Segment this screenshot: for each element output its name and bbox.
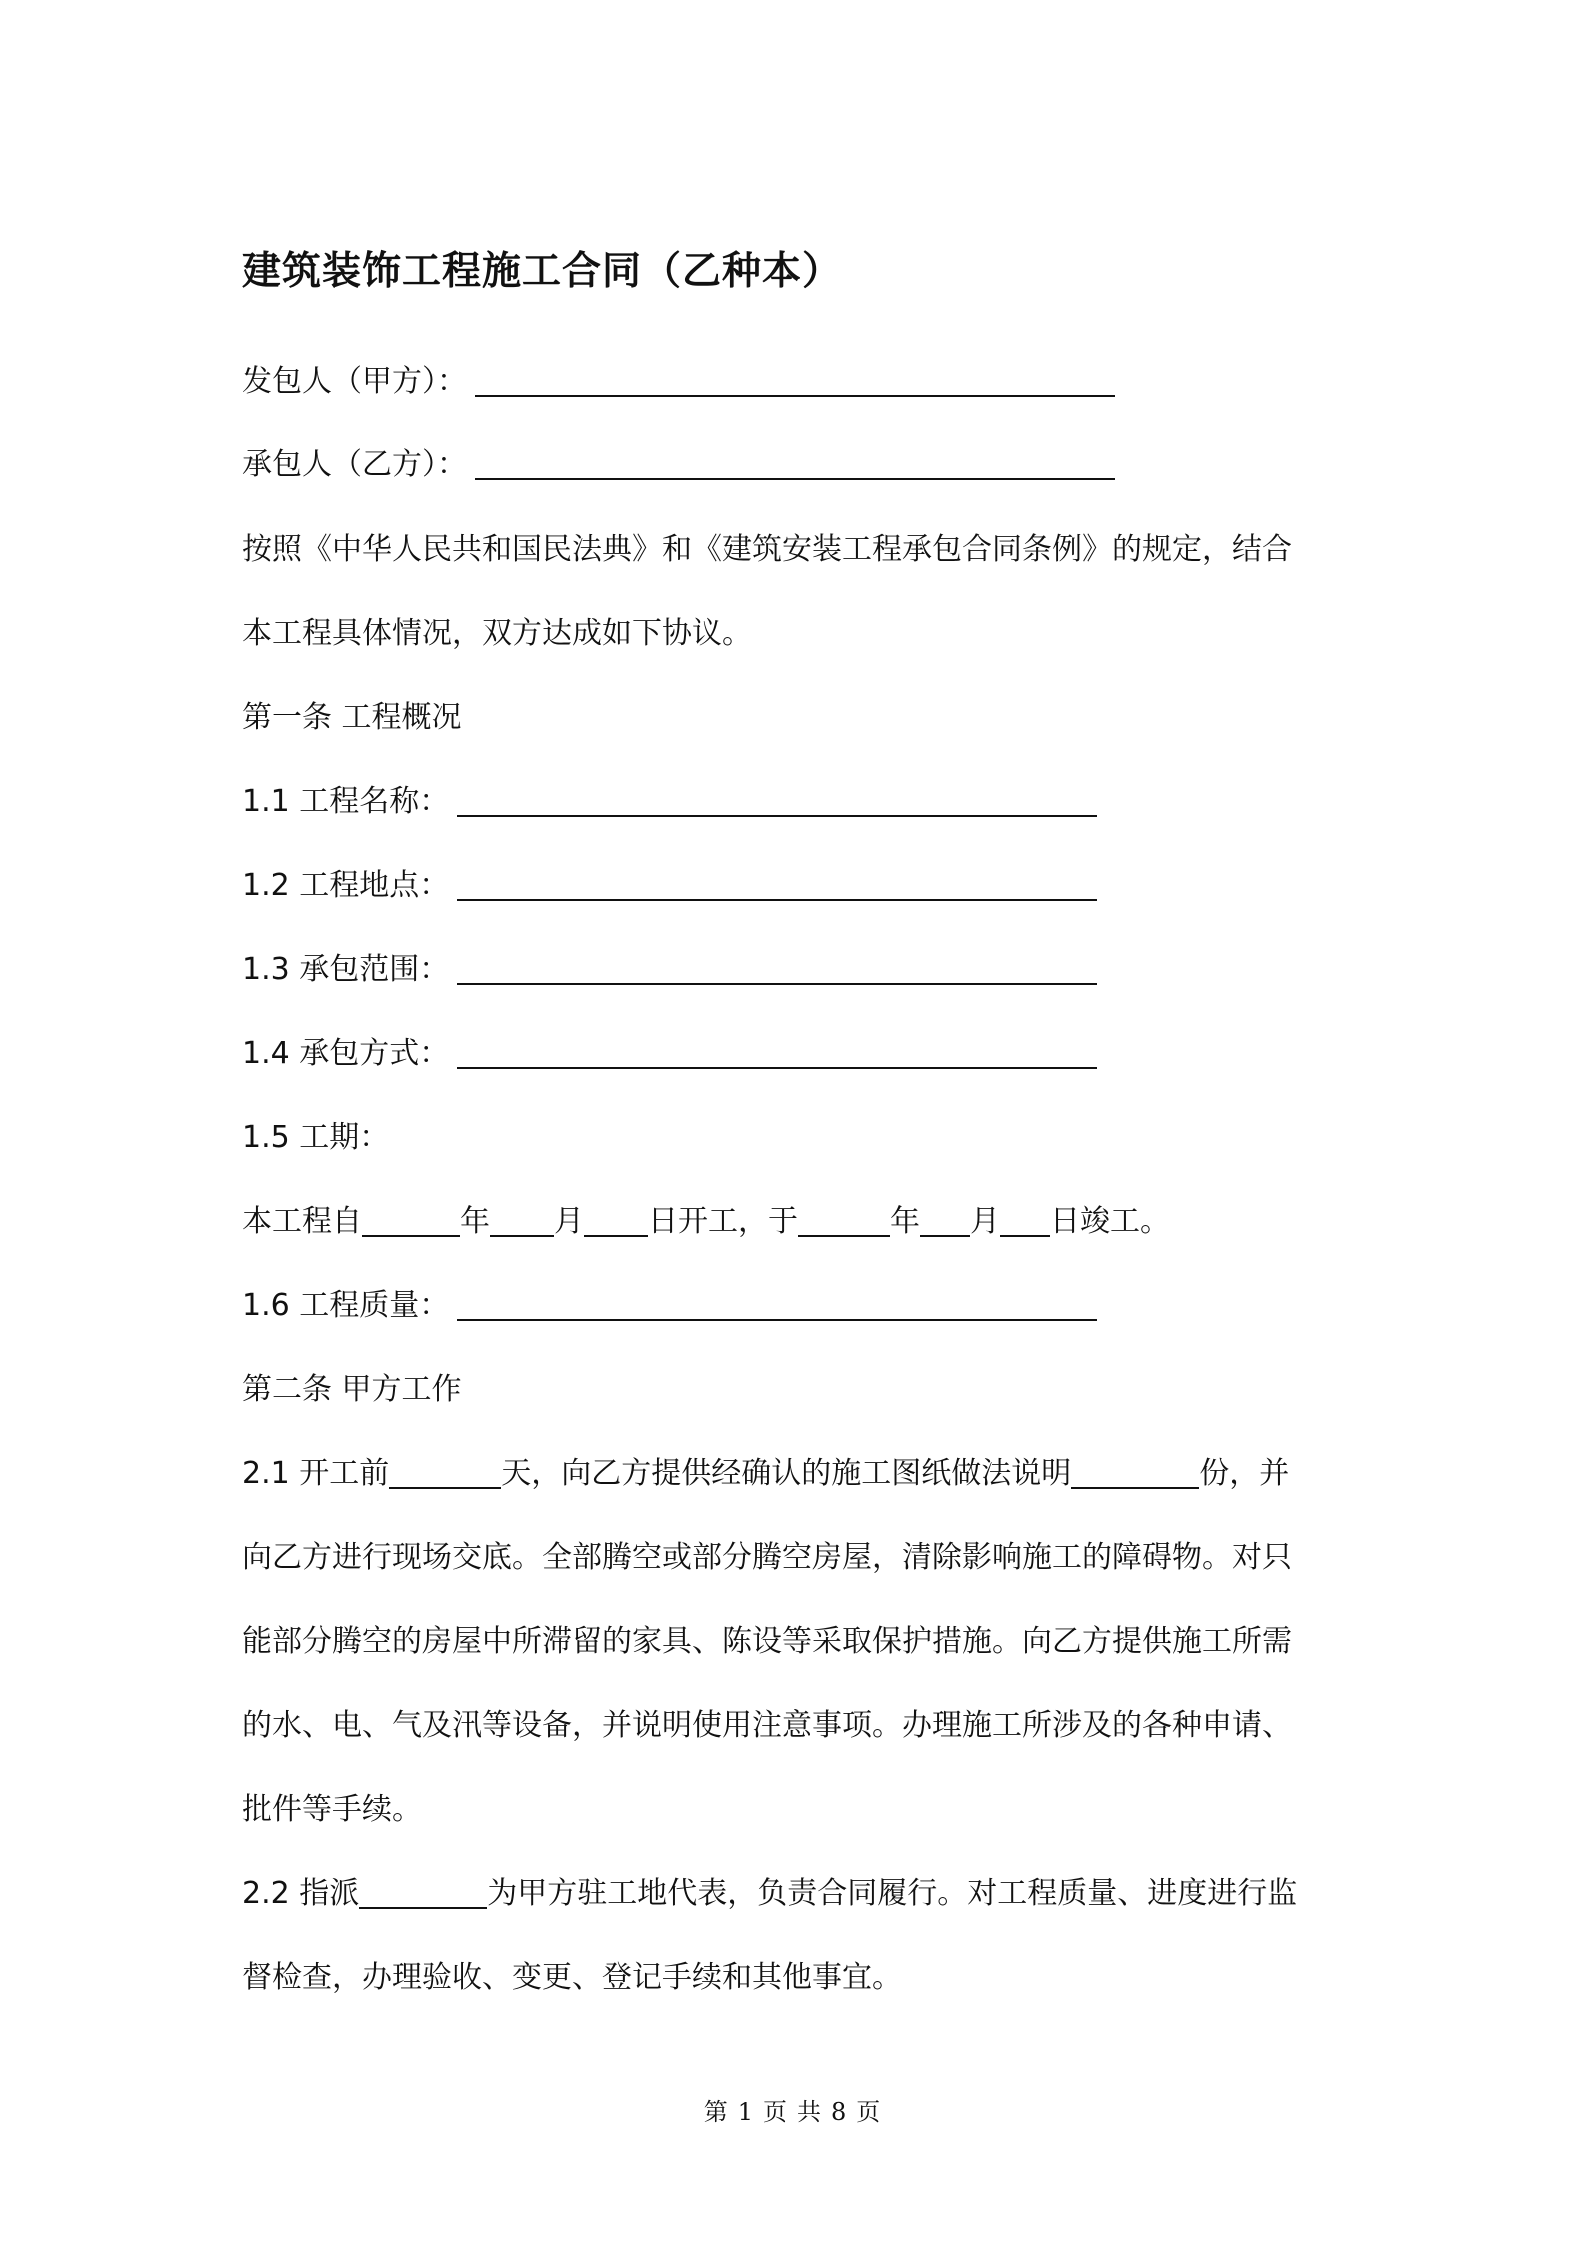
schedule-text-4: 日开工，于 — [648, 1204, 798, 1239]
item-1-3 — [242, 950, 1097, 990]
item-1-4 — [242, 1034, 1097, 1074]
item-2-1-text-3: 份，并 — [1199, 1456, 1290, 1491]
item-1-5: 1.5 工期： — [242, 1120, 390, 1155]
item-1-6-label: 1.6 工程质量： — [242, 1288, 450, 1323]
item-2-1-text-2: 天，向乙方提供经确认的施工图纸做法说明 — [501, 1456, 1072, 1491]
schedule-text-6: 月 — [970, 1204, 1000, 1239]
contract-scope-blank[interactable] — [457, 953, 1097, 985]
footer-page-number: 1 — [737, 2098, 755, 2126]
schedule-line — [242, 1202, 1170, 1242]
page-footer — [0, 2092, 1586, 2127]
article-2-heading: 第二条 甲方工作 — [242, 1372, 462, 1407]
item-2-1-line-2: 向乙方进行现场交底。全部腾空或部分腾空房屋，清除影响施工的障碍物。对只 — [242, 1540, 1292, 1575]
days-before-start-blank[interactable] — [389, 1457, 501, 1489]
intro-line-2: 本工程具体情况，双方达成如下协议。 — [242, 616, 752, 651]
drawing-copies-blank[interactable] — [1071, 1457, 1199, 1489]
footer-page-label-3: 页 — [856, 2098, 883, 2126]
site-representative-blank[interactable] — [359, 1877, 487, 1909]
item-1-2-label: 1.2 工程地点： — [242, 868, 450, 903]
end-day-blank[interactable] — [1000, 1205, 1050, 1237]
item-2-2-text-2: 为甲方驻工地代表，负责合同履行。对工程质量、进度进行监 — [487, 1876, 1298, 1911]
document-title: 建筑装饰工程施工合同（乙种本） — [242, 249, 843, 294]
footer-total-pages: 8 — [831, 2098, 849, 2126]
end-year-blank[interactable] — [798, 1205, 890, 1237]
item-2-1-line-5: 批件等手续。 — [242, 1792, 422, 1827]
footer-page-label-1: 第 — [703, 2098, 730, 2126]
item-2-2-line-1 — [242, 1874, 1297, 1914]
item-1-2 — [242, 866, 1097, 906]
employer-label: 发包人（甲方）： — [242, 364, 467, 399]
article-1-heading: 第一条 工程概况 — [242, 700, 462, 735]
item-2-2-text-1: 2.2 指派 — [242, 1876, 360, 1911]
contractor-line — [242, 445, 1115, 485]
item-1-1-label: 1.1 工程名称： — [242, 784, 450, 819]
item-2-1-line-4: 的水、电、气及汛等设备，并说明使用注意事项。办理施工所涉及的各种申请、 — [242, 1708, 1292, 1743]
project-quality-blank[interactable] — [457, 1289, 1097, 1321]
schedule-text-1: 本工程自 — [242, 1204, 362, 1239]
project-location-blank[interactable] — [457, 869, 1097, 901]
start-month-blank[interactable] — [490, 1205, 554, 1237]
start-year-blank[interactable] — [362, 1205, 460, 1237]
contractor-blank[interactable] — [475, 448, 1115, 480]
item-1-1 — [242, 782, 1097, 822]
contractor-label: 承包人（乙方）： — [242, 447, 467, 482]
intro-line-1: 按照《中华人民共和国民法典》和《建筑安装工程承包合同条例》的规定，结合 — [242, 532, 1292, 567]
end-month-blank[interactable] — [920, 1205, 970, 1237]
item-1-4-label: 1.4 承包方式： — [242, 1036, 450, 1071]
schedule-text-2: 年 — [460, 1204, 490, 1239]
item-2-1-text-1: 2.1 开工前 — [242, 1456, 390, 1491]
schedule-text-5: 年 — [890, 1204, 920, 1239]
item-1-3-label: 1.3 承包范围： — [242, 952, 450, 987]
footer-total-label: 共 — [797, 2098, 823, 2126]
start-day-blank[interactable] — [584, 1205, 648, 1237]
employer-blank[interactable] — [475, 365, 1115, 397]
project-name-blank[interactable] — [457, 785, 1097, 817]
item-2-1-line-3: 能部分腾空的房屋中所滞留的家具、陈设等采取保护措施。向乙方提供施工所需 — [242, 1624, 1292, 1659]
item-1-6 — [242, 1286, 1097, 1326]
contract-method-blank[interactable] — [457, 1037, 1097, 1069]
item-2-2-line-2: 督检查，办理验收、变更、登记手续和其他事宜。 — [242, 1960, 902, 1995]
item-2-1-line-1 — [242, 1454, 1289, 1494]
footer-page-label-2: 页 — [763, 2098, 789, 2126]
schedule-text-7: 日竣工。 — [1050, 1204, 1170, 1239]
schedule-text-3: 月 — [554, 1204, 584, 1239]
employer-line — [242, 362, 1115, 402]
